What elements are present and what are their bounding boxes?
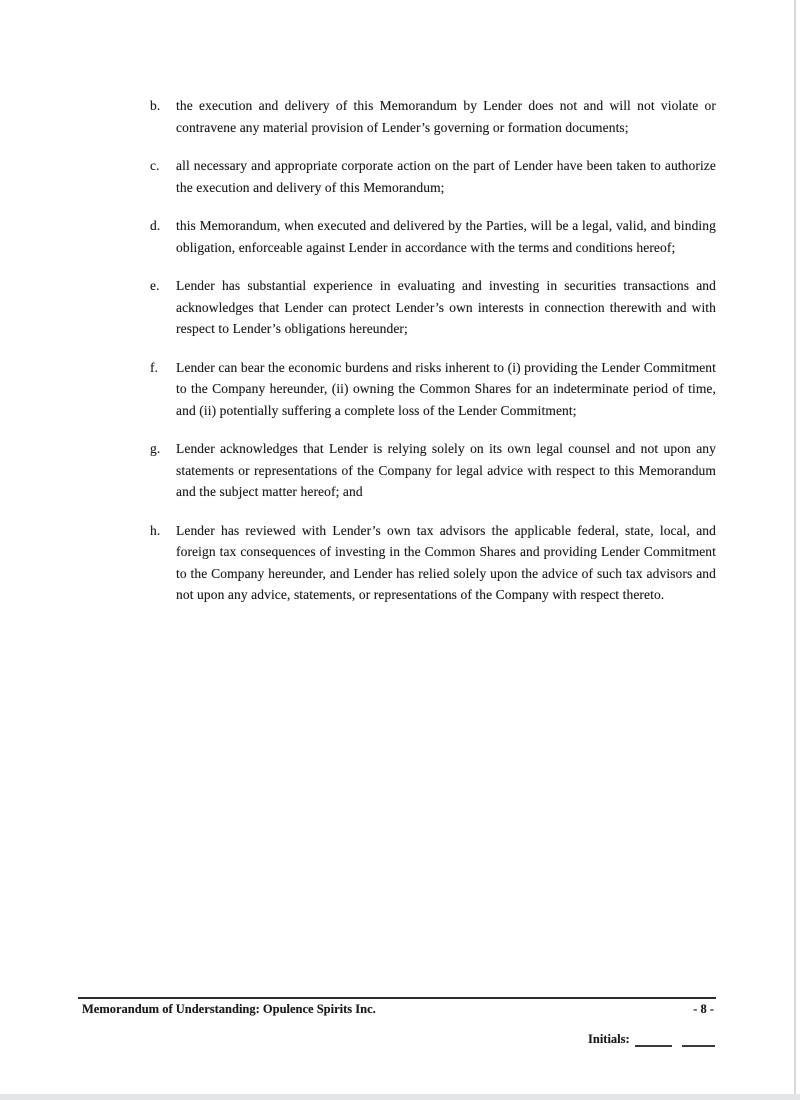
list-item-text: the execution and delivery of this Memorandum by Lender does not and will not violate or contravene any material provision of Lender’s governing or formation documents; [176, 98, 716, 135]
footer [82, 1002, 714, 1017]
list-item-text: Lender acknowledges that Lender is relying solely on its own legal counsel and not upon any statements or representations of the Company for legal advice with respect to this Memorandum and the subject matter hereof; and [176, 441, 716, 499]
scan-page-edge-artifact [794, 0, 796, 1100]
footer-page-number: - 8 - [693, 1002, 714, 1016]
initials-signature-line [682, 1031, 715, 1047]
list-item-letter: h. [150, 522, 161, 538]
list-item [150, 215, 716, 258]
list-item [150, 438, 716, 503]
list-item-letter: f. [150, 359, 159, 375]
list-item-text: Lender can bear the economic burdens and risks inherent to (i) providing the Lender Commitment to the Company hereunder, (ii) owning the Common Shares for an indeterminate period of time, and (ii) potentially suffering a complete loss of the Lender Commitment; [176, 359, 716, 418]
list-item-letter: e. [150, 278, 160, 293]
list-item [150, 520, 716, 606]
initials-signature-line [635, 1031, 672, 1047]
footer-divider [78, 997, 716, 999]
list-item [150, 275, 716, 340]
list-item-letter: c. [150, 158, 160, 173]
list-item [150, 95, 716, 138]
scan-bottom-edge-artifact [0, 1094, 800, 1100]
initials-block [588, 1031, 715, 1047]
list-item-text: all necessary and appropriate corporate action on the part of Lender have been taken to authorize the execution and delivery of this Memorandum; [176, 158, 716, 195]
list-item-text: Lender has substantial experience in evaluating and investing in securities transactions and acknowledges that Lender can protect Lender’s own interests in connection therewith and with respect to Lender’s obligations hereunder; [176, 278, 716, 336]
list-item-text: this Memorandum, when executed and delivered by the Parties, will be a legal, valid, and binding obligation, enforceable against Lender in accordance with the terms and conditions hereof; [176, 218, 716, 255]
initials-label: Initials: [588, 1032, 630, 1046]
footer-document-title: Memorandum of Understanding: Opulence Spirits Inc. [82, 1002, 376, 1016]
list-item-letter: g. [150, 441, 161, 456]
clause-list [150, 95, 716, 623]
list-item-letter: b. [150, 98, 161, 113]
list-item-letter: d. [150, 218, 161, 233]
list-item-text: Lender has reviewed with Lender’s own tax advisors the applicable federal, state, local, and foreign tax consequences of investing in the Common Shares and providing Lender Commitment to the Company hereunder, and Lender has relied solely upon the advice of such tax advisors and not upon any advice, statements, or representations of the Company with respect thereto. [176, 522, 716, 602]
list-item [150, 155, 716, 198]
list-item [150, 357, 716, 422]
